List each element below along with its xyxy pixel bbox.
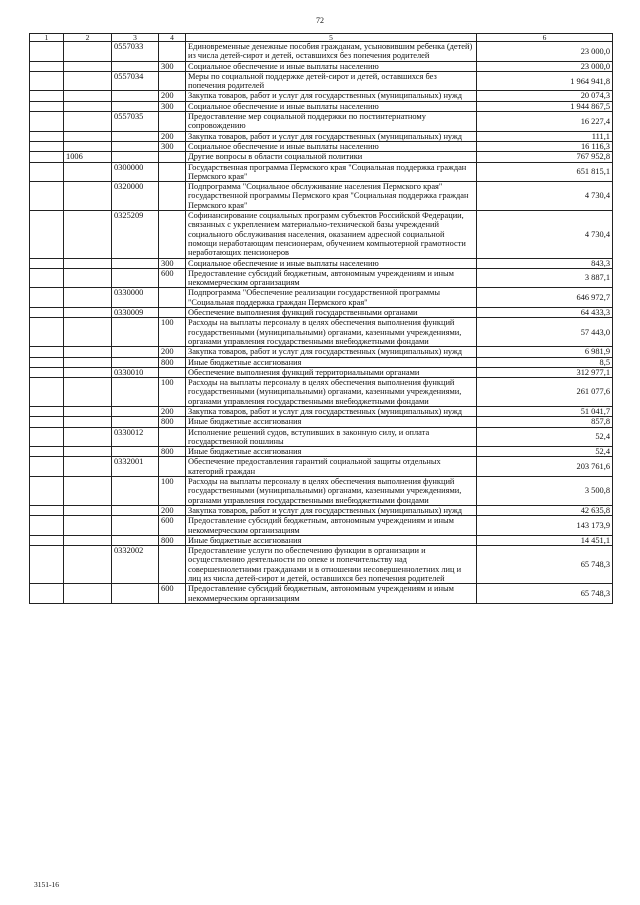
cell-c3: 0332002 [112, 546, 159, 584]
cell-c2 [64, 258, 112, 268]
cell-c6: 65 748,3 [477, 546, 613, 584]
table-row [30, 152, 613, 162]
cell-c6: 1 964 941,8 [477, 71, 613, 91]
cell-c5: Предоставление субсидий бюджетным, автономным учреждениям и иным некоммерческим организациям [186, 584, 477, 604]
header-cell: 5 [186, 34, 477, 42]
cell-c2 [64, 318, 112, 347]
cell-c4 [159, 457, 186, 477]
cell-c2 [64, 268, 112, 288]
cell-c6: 16 116,3 [477, 141, 613, 151]
cell-c5: Расходы на выплаты персоналу в целях обеспечения выполнения функций государственными (муниципальными) органами, казенными учреждениями, органами управления государственными внебюджетными фондами [186, 477, 477, 506]
cell-c5: Иные бюджетные ассигнования [186, 535, 477, 545]
cell-c3 [112, 141, 159, 151]
cell-c4: 200 [159, 91, 186, 101]
cell-c3 [112, 347, 159, 357]
cell-c5: Исполнение решений судов, вступивших в законную силу, и оплата государственной пошлины [186, 427, 477, 447]
cell-c1 [30, 71, 64, 91]
cell-c1 [30, 546, 64, 584]
cell-c6: 843,3 [477, 258, 613, 268]
table-row [30, 101, 613, 111]
cell-c4: 800 [159, 535, 186, 545]
cell-c5: Закупка товаров, работ и услуг для государственных (муниципальных) нужд [186, 347, 477, 357]
header-cell: 2 [64, 34, 112, 42]
table-row [30, 347, 613, 357]
cell-c4: 200 [159, 505, 186, 515]
cell-c4: 600 [159, 584, 186, 604]
cell-c5: Социальное обеспечение и иные выплаты населению [186, 258, 477, 268]
cell-c6: 143 173,9 [477, 516, 613, 536]
cell-c3 [112, 535, 159, 545]
cell-c5: Предоставление субсидий бюджетным, автономным учреждениям и иным некоммерческим организациям [186, 268, 477, 288]
cell-c2 [64, 131, 112, 141]
cell-c4 [159, 42, 186, 62]
table-row [30, 378, 613, 407]
table-row [30, 318, 613, 347]
cell-c3 [112, 131, 159, 141]
cell-c2 [64, 584, 112, 604]
cell-c2 [64, 211, 112, 258]
cell-c2 [64, 367, 112, 377]
cell-c4: 300 [159, 141, 186, 151]
table-row [30, 308, 613, 318]
document-code: 3151-16 [34, 880, 59, 889]
cell-c4: 200 [159, 131, 186, 141]
table-row [30, 61, 613, 71]
header-cell: 3 [112, 34, 159, 42]
cell-c2 [64, 71, 112, 91]
cell-c5: Государственная программа Пермского края "Социальная поддержка граждан Пермского края" [186, 162, 477, 182]
cell-c1 [30, 367, 64, 377]
cell-c4: 300 [159, 101, 186, 111]
cell-c1 [30, 61, 64, 71]
cell-c2 [64, 417, 112, 427]
cell-c3: 0330010 [112, 367, 159, 377]
cell-c2 [64, 447, 112, 457]
cell-c3: 0300000 [112, 162, 159, 182]
cell-c4: 800 [159, 447, 186, 457]
table-row [30, 268, 613, 288]
cell-c4 [159, 71, 186, 91]
cell-c5: Обеспечение предоставления гарантий социальной защиты отдельных категорий граждан [186, 457, 477, 477]
cell-c1 [30, 308, 64, 318]
header-cell: 1 [30, 34, 64, 42]
cell-c4: 300 [159, 258, 186, 268]
cell-c4: 100 [159, 318, 186, 347]
cell-c3: 0330009 [112, 308, 159, 318]
cell-c3: 0332001 [112, 457, 159, 477]
cell-c2: 1006 [64, 152, 112, 162]
cell-c3: 0330000 [112, 288, 159, 308]
table-row [30, 91, 613, 101]
table-row [30, 406, 613, 416]
cell-c1 [30, 584, 64, 604]
cell-c4: 200 [159, 406, 186, 416]
cell-c2 [64, 162, 112, 182]
cell-c6: 857,8 [477, 417, 613, 427]
cell-c5: Единовременные денежные пособия гражданам, усыновившим ребенка (детей) из числа детей-сирот и детей, оставшихся без попечения родителей [186, 42, 477, 62]
cell-c5: Софинансирование социальных программ субъектов Российской Федерации, связанных с укреплением материально-технической базы учреждений социального обслуживания населения, оказанием адресной социальной помощи неработающим пенсионерам, обучением компьютерной грамотности неработающих пенсионеров [186, 211, 477, 258]
cell-c6: 651 815,1 [477, 162, 613, 182]
cell-c3 [112, 152, 159, 162]
cell-c6: 3 887,1 [477, 268, 613, 288]
cell-c1 [30, 182, 64, 211]
cell-c5: Иные бюджетные ассигнования [186, 357, 477, 367]
table-row [30, 584, 613, 604]
cell-c4 [159, 112, 186, 132]
cell-c6: 51 041,7 [477, 406, 613, 416]
cell-c2 [64, 101, 112, 111]
cell-c3 [112, 61, 159, 71]
cell-c4 [159, 427, 186, 447]
table-row [30, 417, 613, 427]
cell-c1 [30, 112, 64, 132]
cell-c5: Социальное обеспечение и иные выплаты населению [186, 141, 477, 151]
cell-c4: 800 [159, 357, 186, 367]
cell-c6: 16 227,4 [477, 112, 613, 132]
cell-c1 [30, 131, 64, 141]
cell-c6: 23 000,0 [477, 42, 613, 62]
cell-c6: 20 074,3 [477, 91, 613, 101]
cell-c5: Предоставление мер социальной поддержки по постинтернатному сопровождению [186, 112, 477, 132]
cell-c2 [64, 91, 112, 101]
cell-c3 [112, 268, 159, 288]
page-number: 72 [316, 16, 324, 25]
cell-c6: 646 972,7 [477, 288, 613, 308]
header-cell: 4 [159, 34, 186, 42]
cell-c1 [30, 417, 64, 427]
cell-c4 [159, 211, 186, 258]
cell-c4: 800 [159, 417, 186, 427]
cell-c1 [30, 91, 64, 101]
cell-c2 [64, 42, 112, 62]
cell-c1 [30, 318, 64, 347]
cell-c3: 0320000 [112, 182, 159, 211]
header-cell: 6 [477, 34, 613, 42]
table-row [30, 71, 613, 91]
cell-c4 [159, 367, 186, 377]
cell-c2 [64, 516, 112, 536]
cell-c3 [112, 318, 159, 347]
cell-c6: 64 433,3 [477, 308, 613, 318]
cell-c1 [30, 101, 64, 111]
cell-c6: 65 748,3 [477, 584, 613, 604]
table-row [30, 357, 613, 367]
cell-c5: Подпрограмма "Социальное обслуживание населения Пермского края" государственной программы Пермского края "Социальная поддержка граждан Пермского края" [186, 182, 477, 211]
table-row [30, 367, 613, 377]
cell-c5: Обеспечение выполнения функций территориальными органами [186, 367, 477, 377]
table-row [30, 535, 613, 545]
cell-c2 [64, 427, 112, 447]
cell-c2 [64, 61, 112, 71]
cell-c1 [30, 516, 64, 536]
cell-c6: 6 981,9 [477, 347, 613, 357]
cell-c6: 4 730,4 [477, 211, 613, 258]
table-row [30, 516, 613, 536]
cell-c1 [30, 152, 64, 162]
cell-c3: 0325209 [112, 211, 159, 258]
cell-c3 [112, 505, 159, 515]
cell-c6: 767 952,8 [477, 152, 613, 162]
cell-c3: 0557035 [112, 112, 159, 132]
cell-c4: 100 [159, 378, 186, 407]
cell-c1 [30, 162, 64, 182]
cell-c5: Социальное обеспечение и иные выплаты населению [186, 101, 477, 111]
cell-c3 [112, 417, 159, 427]
cell-c2 [64, 182, 112, 211]
cell-c2 [64, 357, 112, 367]
cell-c6: 4 730,4 [477, 182, 613, 211]
cell-c2 [64, 308, 112, 318]
cell-c3 [112, 447, 159, 457]
cell-c4: 600 [159, 516, 186, 536]
cell-c1 [30, 457, 64, 477]
cell-c3 [112, 258, 159, 268]
cell-c2 [64, 535, 112, 545]
cell-c5: Подпрограмма "Обеспечение реализации государственной программы "Социальная поддержка граждан Пермского края" [186, 288, 477, 308]
cell-c6: 8,5 [477, 357, 613, 367]
table-row [30, 162, 613, 182]
cell-c1 [30, 427, 64, 447]
cell-c3 [112, 516, 159, 536]
cell-c4 [159, 152, 186, 162]
cell-c2 [64, 505, 112, 515]
cell-c1 [30, 378, 64, 407]
cell-c1 [30, 505, 64, 515]
cell-c1 [30, 447, 64, 457]
cell-c5: Социальное обеспечение и иные выплаты населению [186, 61, 477, 71]
cell-c1 [30, 288, 64, 308]
cell-c3 [112, 357, 159, 367]
cell-c4 [159, 288, 186, 308]
cell-c3 [112, 101, 159, 111]
cell-c5: Иные бюджетные ассигнования [186, 417, 477, 427]
cell-c2 [64, 477, 112, 506]
cell-c4: 600 [159, 268, 186, 288]
cell-c5: Обеспечение выполнения функций государственными органами [186, 308, 477, 318]
cell-c1 [30, 211, 64, 258]
budget-table [29, 33, 613, 604]
cell-c2 [64, 378, 112, 407]
table-row [30, 288, 613, 308]
cell-c6: 14 451,1 [477, 535, 613, 545]
table-row [30, 131, 613, 141]
cell-c3 [112, 584, 159, 604]
table-header [30, 34, 613, 42]
cell-c1 [30, 357, 64, 367]
cell-c5: Расходы на выплаты персоналу в целях обеспечения выполнения функций государственными (муниципальными) органами, казенными учреждениями, органами управления государственными внебюджетными фондами [186, 318, 477, 347]
table-row [30, 42, 613, 62]
cell-c3 [112, 91, 159, 101]
cell-c5: Предоставление субсидий бюджетным, автономным учреждениям и иным некоммерческим организациям [186, 516, 477, 536]
cell-c3 [112, 477, 159, 506]
cell-c1 [30, 258, 64, 268]
table-row [30, 112, 613, 132]
cell-c6: 1 944 867,5 [477, 101, 613, 111]
cell-c1 [30, 477, 64, 506]
cell-c5: Меры по социальной поддержке детей-сирот и детей, оставшихся без попечения родителей [186, 71, 477, 91]
cell-c2 [64, 347, 112, 357]
cell-c4 [159, 162, 186, 182]
cell-c3: 0330012 [112, 427, 159, 447]
cell-c2 [64, 457, 112, 477]
table-row [30, 258, 613, 268]
cell-c6: 261 077,6 [477, 378, 613, 407]
cell-c4 [159, 308, 186, 318]
table-row [30, 141, 613, 151]
cell-c1 [30, 141, 64, 151]
cell-c3: 0557034 [112, 71, 159, 91]
table-row [30, 427, 613, 447]
cell-c5: Закупка товаров, работ и услуг для государственных (муниципальных) нужд [186, 91, 477, 101]
cell-c1 [30, 406, 64, 416]
cell-c2 [64, 546, 112, 584]
cell-c5: Закупка товаров, работ и услуг для государственных (муниципальных) нужд [186, 406, 477, 416]
cell-c2 [64, 112, 112, 132]
cell-c4: 200 [159, 347, 186, 357]
table-row [30, 477, 613, 506]
cell-c6: 57 443,0 [477, 318, 613, 347]
table-row [30, 457, 613, 477]
cell-c2 [64, 288, 112, 308]
cell-c1 [30, 347, 64, 357]
table-row [30, 447, 613, 457]
table-row [30, 546, 613, 584]
cell-c1 [30, 268, 64, 288]
cell-c6: 42 635,8 [477, 505, 613, 515]
cell-c5: Другие вопросы в области социальной политики [186, 152, 477, 162]
cell-c1 [30, 535, 64, 545]
cell-c2 [64, 141, 112, 151]
cell-c6: 111,1 [477, 131, 613, 141]
cell-c4: 300 [159, 61, 186, 71]
table-row [30, 505, 613, 515]
cell-c3 [112, 378, 159, 407]
cell-c4 [159, 546, 186, 584]
cell-c6: 203 761,6 [477, 457, 613, 477]
header-row [30, 34, 613, 42]
cell-c5: Иные бюджетные ассигнования [186, 447, 477, 457]
cell-c6: 3 500,8 [477, 477, 613, 506]
cell-c6: 52,4 [477, 427, 613, 447]
table-body [30, 42, 613, 604]
cell-c5: Закупка товаров, работ и услуг для государственных (муниципальных) нужд [186, 131, 477, 141]
cell-c3: 0557033 [112, 42, 159, 62]
table-row [30, 211, 613, 258]
cell-c6: 23 000,0 [477, 61, 613, 71]
cell-c5: Предоставление услуги по обеспечению функции в организации и осуществлению деятельности по опеке и попечительству над совершеннолетними гражданами и в отношении несовершеннолетних лиц и лиц из числа детей-сирот и детей, оставшихся без попечения родителей [186, 546, 477, 584]
table-row [30, 182, 613, 211]
cell-c6: 312 977,1 [477, 367, 613, 377]
cell-c2 [64, 406, 112, 416]
cell-c4 [159, 182, 186, 211]
cell-c1 [30, 42, 64, 62]
cell-c5: Закупка товаров, работ и услуг для государственных (муниципальных) нужд [186, 505, 477, 515]
cell-c4: 100 [159, 477, 186, 506]
cell-c6: 52,4 [477, 447, 613, 457]
cell-c5: Расходы на выплаты персоналу в целях обеспечения выполнения функций государственными (муниципальными) органами, казенными учреждениями, органами управления государственными внебюджетными фондами [186, 378, 477, 407]
cell-c3 [112, 406, 159, 416]
